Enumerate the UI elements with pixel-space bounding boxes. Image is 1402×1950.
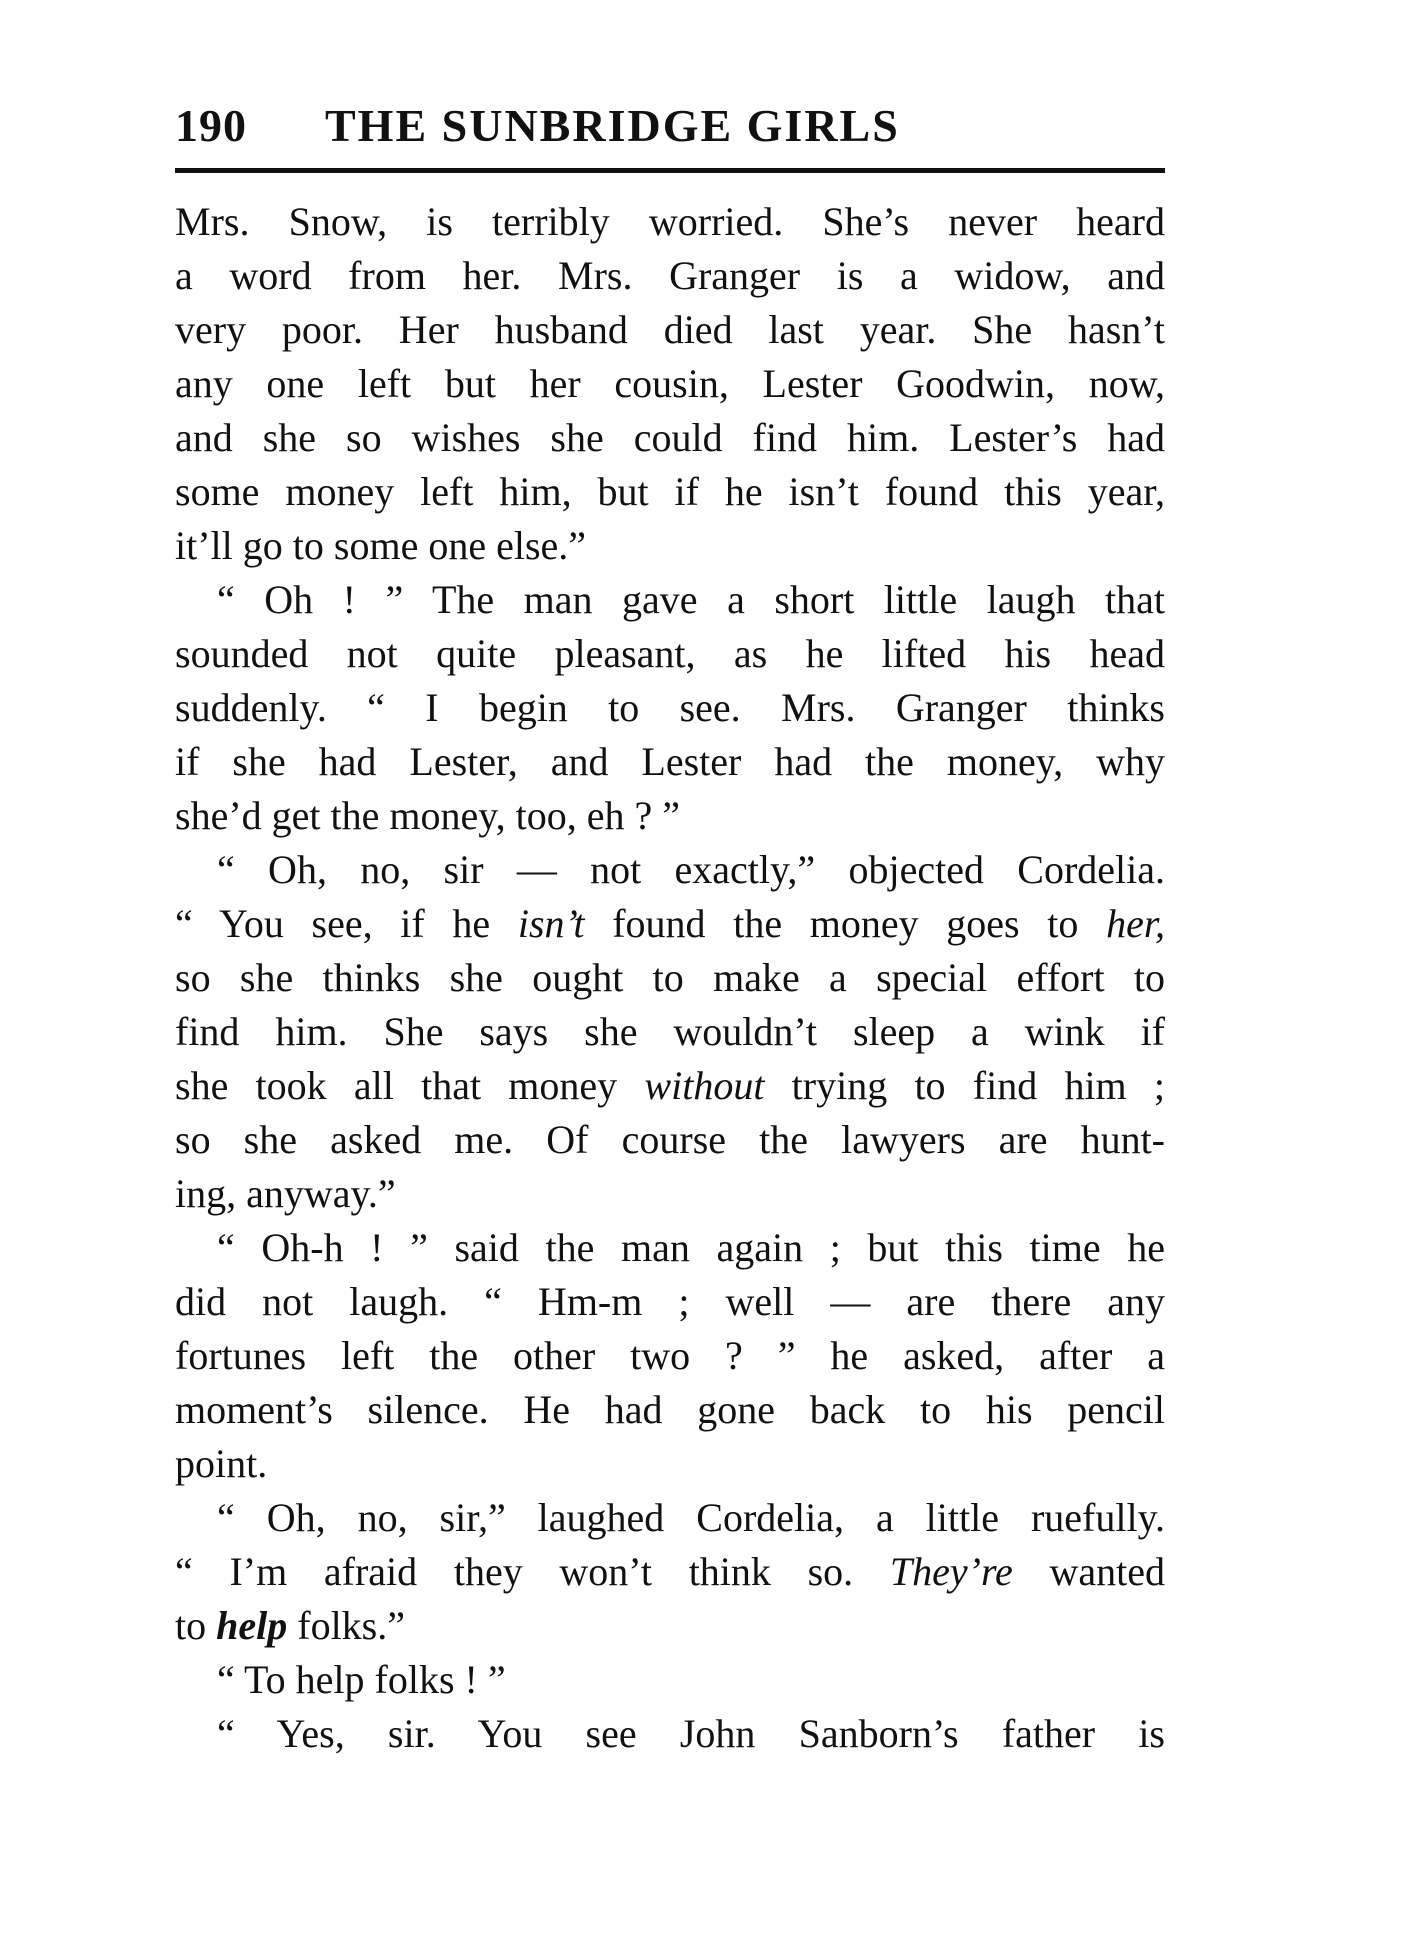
- emphasis-text: without: [644, 1063, 765, 1108]
- text-segment: “ I’m afraid they won’t think so.: [175, 1549, 890, 1594]
- text-line: “ Yes, sir. You see John Sanborn’s father is: [217, 1711, 1165, 1756]
- text-line: [175, 1545, 1165, 1599]
- emphasis-text: help: [216, 1603, 288, 1648]
- text-line: sounded not quite pleasant, as he lifted his head: [175, 631, 1165, 676]
- text-line: it’ll go to some one else.”: [175, 523, 587, 568]
- text-line: [175, 897, 1165, 951]
- text-line: did not laugh. “ Hm-m ; well — are there any: [175, 1279, 1165, 1324]
- text-line: [175, 1059, 1165, 1113]
- text-line: point.: [175, 1441, 268, 1486]
- text-line: “ Oh, no, sir — not exactly,” objected Cordelia.: [217, 847, 1165, 892]
- text-line: so she asked me. Of course the lawyers are hunt-: [175, 1117, 1165, 1162]
- text-line: find him. She says she wouldn’t sleep a wink if: [175, 1009, 1165, 1054]
- text-segment: found the money goes to: [584, 901, 1107, 946]
- text-line: ing, anyway.”: [175, 1171, 396, 1216]
- text-segment: “ You see, if he: [175, 901, 518, 946]
- emphasis-text: isn’t: [517, 901, 585, 946]
- page-header: [175, 96, 1165, 156]
- text-line: if she had Lester, and Lester had the money, why: [175, 739, 1165, 784]
- emphasis-text: her,: [1106, 901, 1165, 946]
- running-title: THE SUNBRIDGE GIRLS: [325, 100, 900, 151]
- text-segment: trying to find him ;: [764, 1063, 1166, 1108]
- text-segment: folks.”: [287, 1603, 406, 1648]
- text-line: “ Oh ! ” The man gave a short little laugh that: [217, 577, 1165, 622]
- text-line: moment’s silence. He had gone back to his pencil: [175, 1387, 1165, 1432]
- text-line: fortunes left the other two ? ” he asked, after a: [175, 1333, 1165, 1378]
- text-segment: to: [175, 1603, 217, 1648]
- text-line: “ Oh, no, sir,” laughed Cordelia, a little ruefully.: [217, 1495, 1165, 1540]
- text-line: and she so wishes she could find him. Lester’s had: [175, 415, 1165, 460]
- text-line: suddenly. “ I begin to see. Mrs. Granger thinks: [175, 685, 1165, 730]
- text-line: some money left him, but if he isn’t found this year,: [175, 469, 1165, 514]
- page-number: 190: [175, 100, 247, 151]
- text-line: so she thinks she ought to make a special effort to: [175, 955, 1165, 1000]
- text-segment: she took all that money: [175, 1063, 645, 1108]
- text-line: she’d get the money, too, eh ? ”: [175, 793, 681, 838]
- text-line: “ To help folks ! ”: [217, 1657, 506, 1702]
- text-line: [175, 1599, 1165, 1653]
- text-line: any one left but her cousin, Lester Goodwin, now,: [175, 361, 1165, 406]
- text-line: very poor. Her husband died last year. She hasn’t: [175, 307, 1165, 352]
- text-segment: wanted: [1012, 1549, 1165, 1594]
- text-line: “ Oh-h ! ” said the man again ; but this time he: [217, 1225, 1165, 1270]
- text-line: Mrs. Snow, is terribly worried. She’s never heard: [175, 199, 1165, 244]
- body-text: [175, 195, 1165, 1761]
- emphasis-text: They’re: [889, 1549, 1013, 1594]
- text-line: a word from her. Mrs. Granger is a widow, and: [175, 253, 1165, 298]
- header-rule: [175, 168, 1165, 173]
